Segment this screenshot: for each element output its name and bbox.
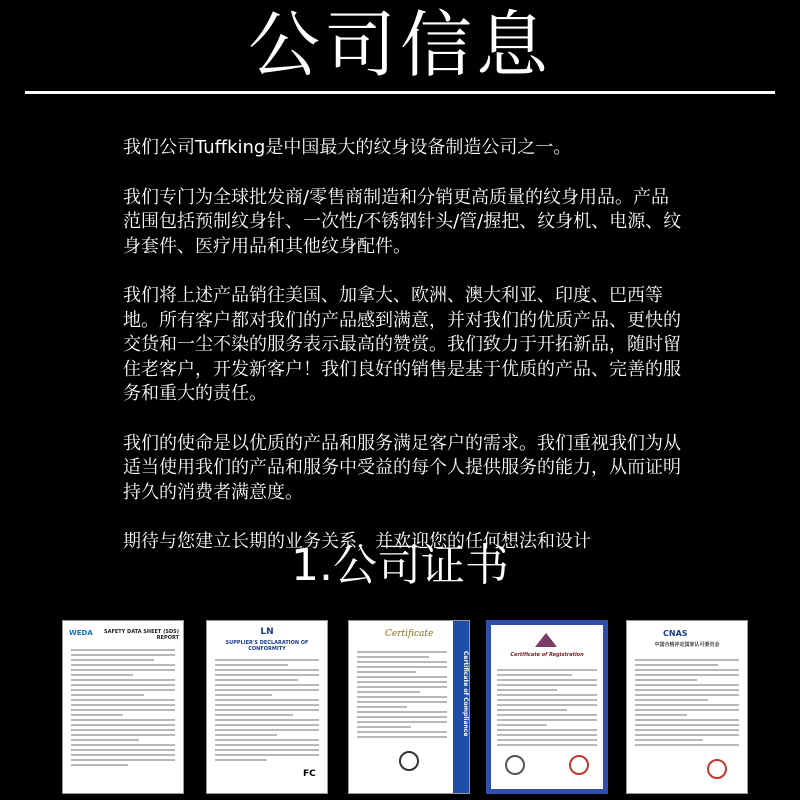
eagle-emblem-icon [535, 633, 557, 647]
certificate-sds [62, 620, 184, 794]
certificate-text-lines [635, 659, 739, 749]
certificate-script-logo: Certificate [385, 629, 434, 639]
cnas-logo: CNAS [663, 629, 688, 638]
certificate-heading: SUPPLIER'S DECLARATION OF CONFORMITY [225, 640, 309, 652]
certificate-heading: 中国合格评定国家认可委员会 [654, 642, 720, 648]
fc-mark-icon: FC [303, 769, 316, 779]
red-stamp-icon [569, 755, 589, 775]
certificate-gallery [62, 620, 742, 800]
certificate-text-lines [71, 649, 175, 769]
certificate-cnas [626, 620, 748, 794]
certificate-registration [486, 620, 608, 794]
ce-mark-icon [399, 751, 419, 771]
paragraph-products: 我们专门为全球批发商/零售商制造和分销更高质量的纹身用品。产品范围包括预制纹身针、一次性/不锈钢针头/管/握把、纹身机、电源、纹身套件、医疗用品和其他纹身配件。 [123, 186, 682, 257]
fda-seal-icon [505, 755, 525, 775]
title-divider [25, 91, 775, 94]
page-title: 公司信息 [247, 3, 552, 87]
certificate-heading: Certificate of Registration [510, 652, 584, 658]
paragraph-closing: 期待与您建立长期的业务关系，并欢迎您的任何想法和设计 [123, 531, 591, 552]
paragraph-markets: 我们将上述产品销往美国、加拿大、欧洲、澳大利亚、印度、巴西等地。所有客户都对我们的产品感到满意，并对我们的优质产品、更快的交货和一尘不染的服务表示最高的赞赏。我们致力于开拓新品，随时留住老客户，开发新客户！我们良好的销售是基于优质的产品、完善的服务和重大的责任。 [123, 285, 681, 404]
certificate-heading: SAFETY DATA SHEET (SDS) REPORT [103, 629, 179, 641]
weda-logo: WEDA [69, 629, 93, 637]
paragraph-intro: 我们公司Tuffking是中国最大的纹身设备制造公司之一。 [123, 137, 572, 158]
certificate-text-lines [215, 659, 319, 764]
certificate-compliance [348, 620, 470, 794]
certificate-text-lines [497, 669, 597, 749]
company-description [123, 136, 683, 580]
red-stamp-icon [707, 759, 727, 779]
paragraph-mission: 我们的使命是以优质的产品和服务满足客户的需求。我们重视我们为从适当使用我们的产品和服务中受益的每个人提供服务的能力，从而证明持久的消费者满意度。 [123, 432, 681, 503]
certificate-heading: Certificate of Compliance [462, 651, 469, 737]
certificate-doc [206, 620, 328, 794]
section-title-certificates: 1.公司证书 [291, 540, 509, 591]
ln-logo: LN [260, 627, 274, 637]
certificate-text-lines [357, 651, 447, 741]
